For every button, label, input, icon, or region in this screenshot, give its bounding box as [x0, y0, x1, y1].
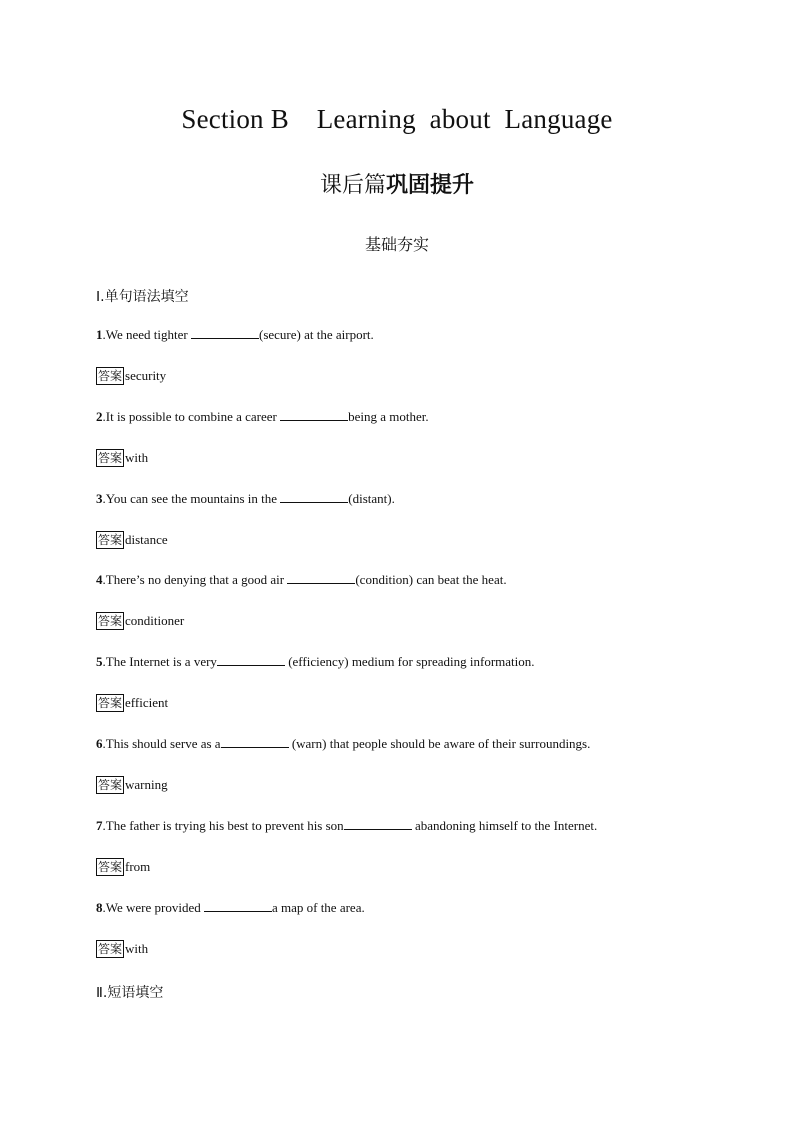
question-number: 8: [96, 900, 103, 915]
section-number: Ⅱ: [96, 986, 103, 1001]
question: [96, 490, 395, 508]
question-text-after: (efficiency) medium for spreading information.: [284, 654, 535, 669]
section-title: .短语填空: [102, 985, 164, 1001]
answer-blank: [287, 571, 355, 584]
answer: [96, 531, 168, 549]
question-text-after: abandoning himself to the Internet.: [411, 818, 598, 833]
question-number: 1: [96, 327, 103, 342]
subtitle-part-2: 巩固提升: [386, 173, 475, 198]
answer-blank: [344, 817, 412, 830]
answer-text: conditioner: [125, 613, 185, 628]
answer-blank: [280, 490, 348, 503]
question-text-before: .There’s no denying that a good air: [102, 572, 288, 587]
question: [96, 653, 535, 671]
question-number: 2: [96, 409, 103, 424]
answer: [96, 694, 168, 712]
question-text-after: a map of the area.: [271, 900, 365, 915]
section-heading-1: [96, 286, 189, 306]
answer-text: security: [125, 368, 167, 383]
question: [96, 571, 507, 589]
question: [96, 408, 429, 426]
answer: [96, 858, 150, 876]
answer: [96, 449, 148, 467]
answer-tag: 答案: [98, 533, 123, 547]
answer-text: efficient: [125, 695, 169, 710]
question-number: 3: [96, 491, 103, 506]
question: [96, 735, 590, 753]
section-number: Ⅰ: [96, 290, 101, 305]
question-text-before: .It is possible to combine a career: [102, 409, 281, 424]
answer-tag: 答案: [98, 942, 123, 956]
question-text-after: (distant).: [348, 491, 395, 506]
question-text-before: .The Internet is a very: [102, 654, 217, 669]
section-title: .单句语法填空: [100, 289, 189, 305]
section-heading-2: [96, 982, 163, 1002]
answer-text: with: [125, 941, 149, 956]
answer-blank: [191, 326, 259, 339]
answer: [96, 367, 166, 385]
question-text-after: being a mother.: [348, 409, 429, 424]
answer-text: distance: [125, 532, 168, 547]
answer-text: with: [125, 450, 149, 465]
answer-tag: 答案: [98, 451, 123, 465]
question-number: 7: [96, 818, 103, 833]
answer-tag: 答案: [98, 696, 123, 710]
answer-tag: 答案: [98, 369, 123, 383]
question-text-after: (warn) that people should be aware of their surroundings.: [288, 736, 591, 751]
question-text-before: .We need tighter: [102, 327, 191, 342]
answer-text: warning: [125, 777, 168, 792]
answer: [96, 940, 148, 958]
answer-tag: 答案: [98, 778, 123, 792]
page-subtitle: [0, 168, 794, 199]
answer-blank: [280, 408, 348, 421]
question-text-after: (condition) can beat the heat.: [355, 572, 507, 587]
question-text-before: .You can see the mountains in the: [102, 491, 281, 506]
question-text-before: .The father is trying his best to prevent his son: [102, 818, 344, 833]
question-text-before: .We were provided: [102, 900, 204, 915]
subtitle-part-1: 课后篇: [319, 173, 386, 198]
question-text-before: .This should serve as a: [102, 736, 221, 751]
question: [96, 326, 374, 344]
answer-blank: [221, 735, 289, 748]
question-number: 6: [96, 736, 103, 751]
question: [96, 817, 597, 835]
question-number: 5: [96, 654, 103, 669]
answer-tag: 答案: [98, 860, 123, 874]
question: [96, 899, 365, 917]
answer: [96, 612, 184, 630]
answer-tag: 答案: [98, 614, 123, 628]
answer: [96, 776, 168, 794]
answer-blank: [204, 899, 272, 912]
page-title: Section B Learning about Language: [181, 104, 613, 134]
answer-text: from: [125, 859, 151, 874]
question-text-after: (secure) at the airport.: [258, 327, 374, 342]
answer-blank: [217, 653, 285, 666]
question-number: 4: [96, 572, 103, 587]
level-heading: 基础夯实: [364, 235, 429, 254]
